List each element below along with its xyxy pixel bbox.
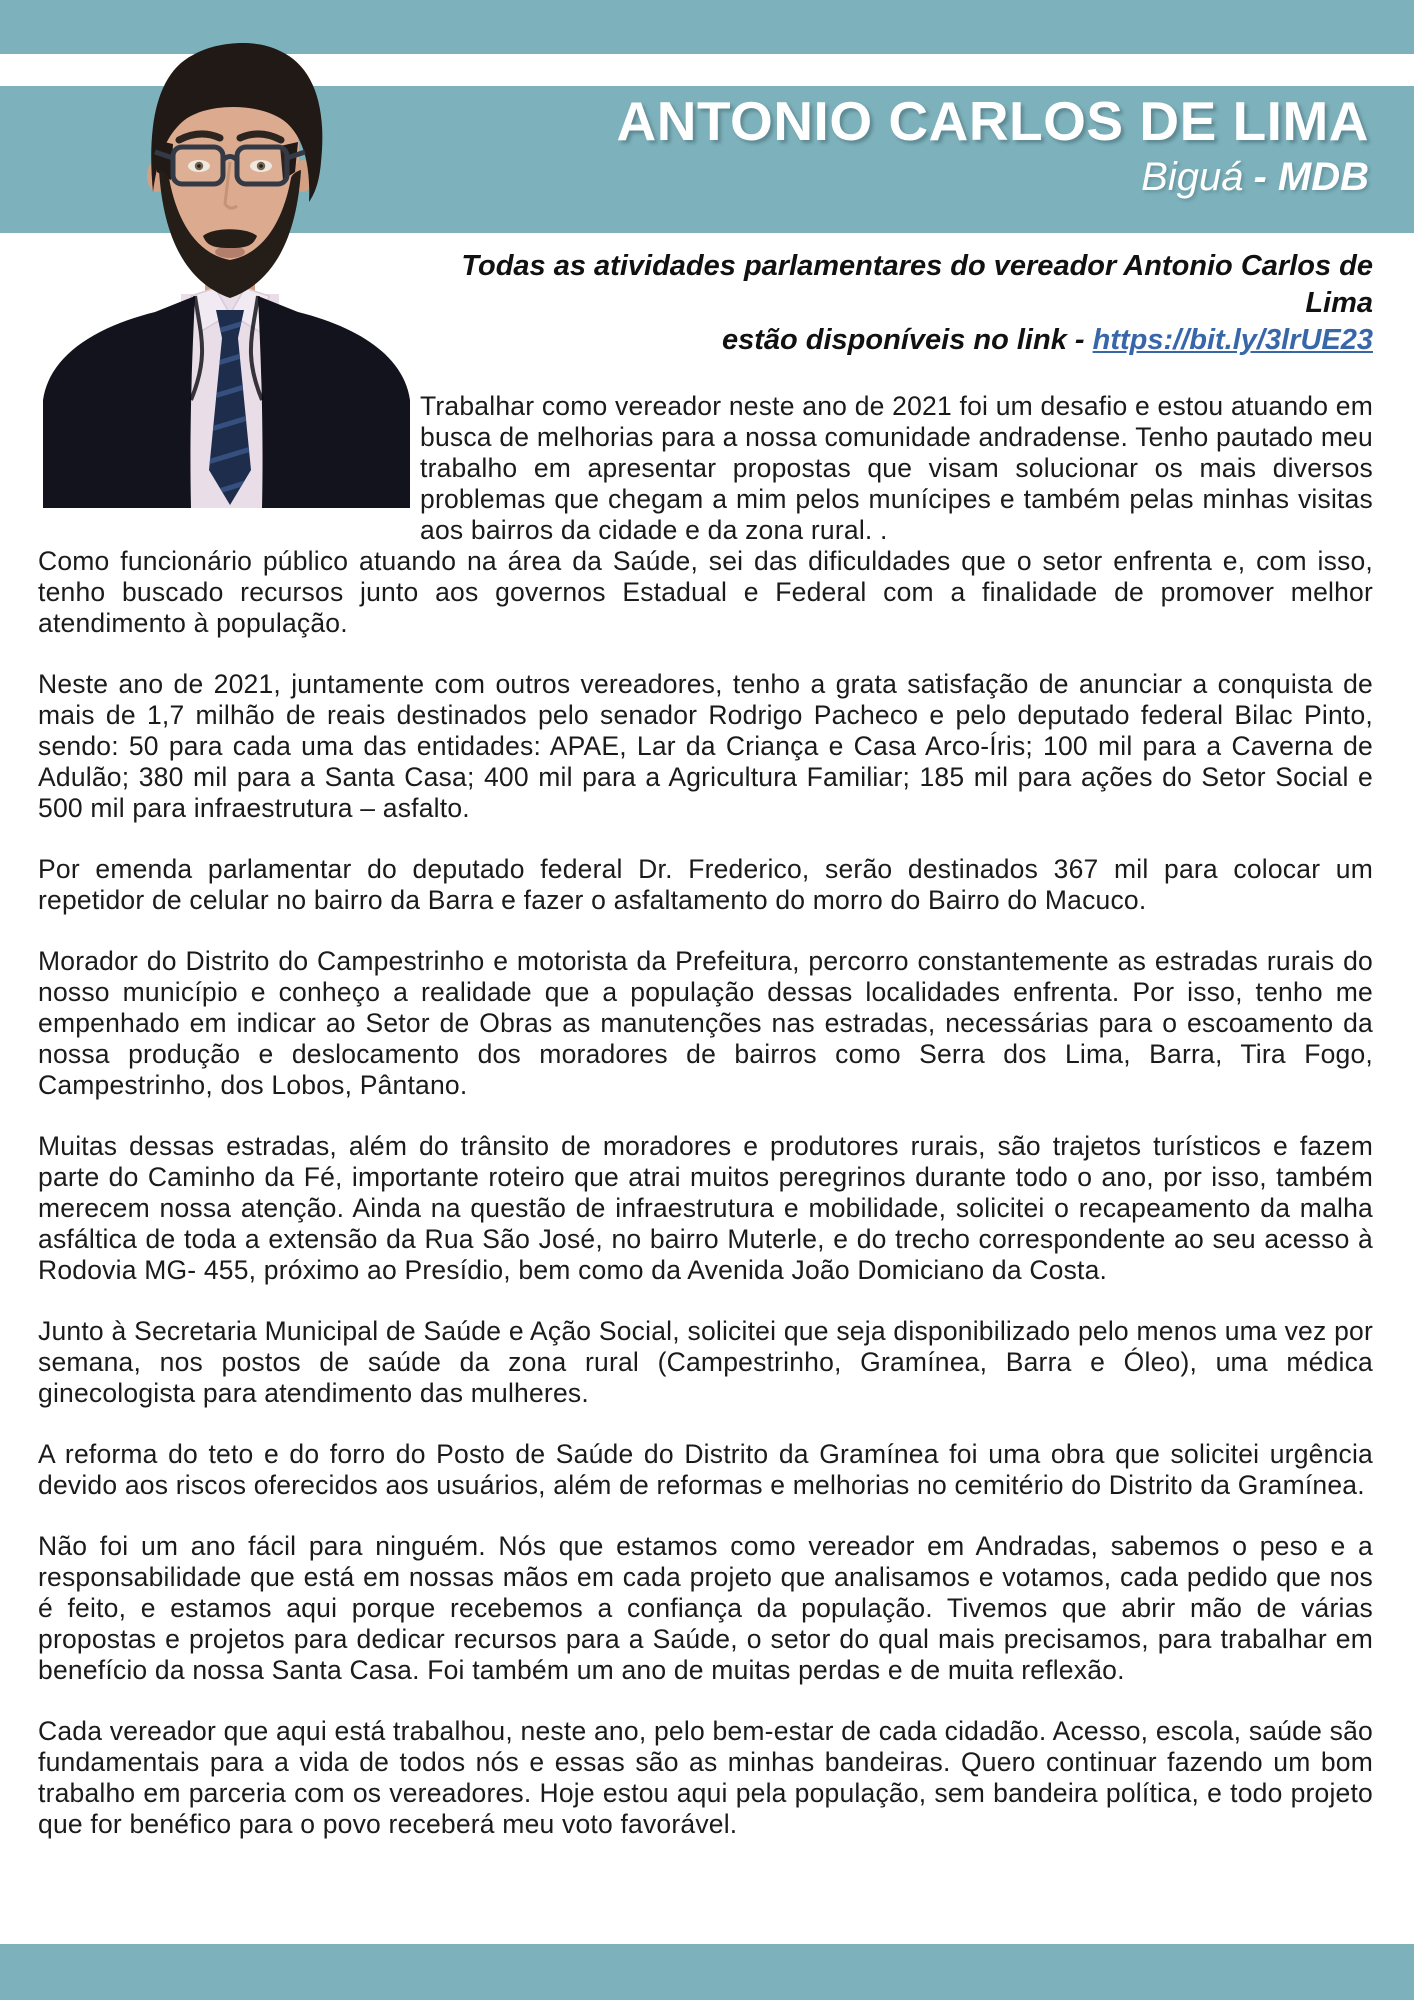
page-title: ANTONIO CARLOS DE LIMA bbox=[616, 90, 1369, 152]
portrait-photo bbox=[43, 0, 410, 508]
intro-line2 bbox=[420, 322, 1373, 359]
page-subtitle bbox=[617, 155, 1369, 199]
report-paragraph: Trabalhar como vereador neste ano de 2021 foi um desafio e estou atuando em busca de melhorias para a nossa comunidade andradense. Tenho pautado meu trabalho em apresentar propostas que visam solucionar os mais diversos problemas que chegam a mim pelos munícipes e também pelas minhas visitas aos bairros da cidade e da zona rural. . bbox=[420, 391, 1373, 545]
portrait-suit-left bbox=[43, 296, 195, 508]
report-body bbox=[38, 391, 1373, 1840]
report-paragraph: Junto à Secretaria Municipal de Saúde e Ação Social, solicitei que seja disponibilizado pelo menos uma vez por semana, nos postos de saúde da zona rural (Campestrinho, Gramínea, Barra e Óleo), uma médica ginecologista para atendimento das mulheres. bbox=[38, 1316, 1373, 1408]
report-paragraph: Muitas dessas estradas, além do trânsito de moradores e produtores rurais, são trajetos turísticos e fazem parte do Caminho da Fé, importante roteiro que atrai muitos peregrinos durante todo o ano, por isso, também merecem nossa atenção. Ainda na questão de infraestrutura e mobilidade, solicitei o recapeamento da malha asfáltica de toda a extensão da Rua São José, no bairro Muterle, e do trecho correspondente ao seu acesso à Rodovia MG- 455, próximo ao Presídio, bem como da Avenida João Domiciano da Costa. bbox=[38, 1131, 1373, 1285]
intro-block bbox=[420, 248, 1373, 359]
header-text-block bbox=[617, 90, 1369, 199]
report-paragraph: Morador do Distrito do Campestrinho e motorista da Prefeitura, percorro constantemente as estradas rurais do nosso município e conheço a realidade que a população dessas localidades enfrenta. Por isso, tenho me empenhado em indicar ao Setor de Obras as manutenções nas estradas, necessárias para o escoamento da nossa produção e deslocamento dos moradores de bairros como Serra dos Lima, Barra, Tira Fogo, Campestrinho, dos Lobos, Pântano. bbox=[38, 946, 1373, 1100]
report-paragraph: A reforma do teto e do forro do Posto de Saúde do Distrito da Gramínea foi uma obra que solicitei urgência devido aos riscos oferecidos aos usuários, além de reformas e melhorias no cemitério do Distrito da Gramínea. bbox=[38, 1439, 1373, 1500]
intro-line2-prefix: estão disponíveis no link - bbox=[721, 324, 1093, 356]
footer-band bbox=[0, 1944, 1414, 2000]
page-subtitle-party: - MDB bbox=[1253, 155, 1369, 200]
report-paragraph: Como funcionário público atuando na área da Saúde, sei das dificuldades que o setor enfrenta e, com isso, tenho buscado recursos junto aos governos Estadual e Federal com a finalidade de promover melhor atendimento à população. bbox=[38, 546, 1373, 638]
portrait-mustache bbox=[203, 229, 257, 248]
report-paragraph: Não foi um ano fácil para ninguém. Nós que estamos como vereador em Andradas, sabemos o peso e a responsabilidade que está em nossas mãos em cada projeto que analisamos e votamos, cada pedido que nos é feito, e estamos aqui porque recebemos a confiança da população. Tivemos que abrir mão de várias propostas e projetos para dedicar recursos para a Saúde, o setor do qual mais precisamos, para trabalhar em benefício da nossa Santa Casa. Foi também um ano de muitas perdas e de muita reflexão. bbox=[38, 1531, 1373, 1685]
portrait-suit-right bbox=[258, 296, 410, 508]
intro-line1: Todas as atividades parlamentares do vereador Antonio Carlos de Lima bbox=[461, 250, 1373, 319]
page-subtitle-name: Biguá bbox=[1141, 155, 1244, 200]
intro-link[interactable]: https://bit.ly/3lrUE23 bbox=[1092, 324, 1373, 356]
report-paragraph: Neste ano de 2021, juntamente com outros vereadores, tenho a grata satisfação de anunciar a conquista de mais de 1,7 milhão de reais destinados pelo senador Rodrigo Pacheco e pelo deputado federal Bilac Pinto, sendo: 50 para cada uma das entidades: APAE, Lar da Criança e Casa Arco-Íris; 100 mil para a Caverna de Adulão; 380 mil para a Santa Casa; 400 mil para a Agricultura Familiar; 185 mil para ações do Setor Social e 500 mil para infraestrutura – asfalto. bbox=[38, 669, 1373, 823]
report-paragraph: Cada vereador que aqui está trabalhou, neste ano, pelo bem-estar de cada cidadão. Acesso, escola, saúde são fundamentais para a vida de todos nós e essas são as minhas bandeiras. Quero continuar fazendo um bom trabalho em parceria com os vereadores. Hoje estou aqui pela população, sem bandeira política, e todo projeto que for benéfico para o povo receberá meu voto favorável. bbox=[38, 1716, 1373, 1839]
report-paragraph: Por emenda parlamentar do deputado federal Dr. Frederico, serão destinados 367 mil para colocar um repetidor de celular no bairro da Barra e fazer o asfaltamento do morro do Bairro do Macuco. bbox=[38, 854, 1373, 915]
